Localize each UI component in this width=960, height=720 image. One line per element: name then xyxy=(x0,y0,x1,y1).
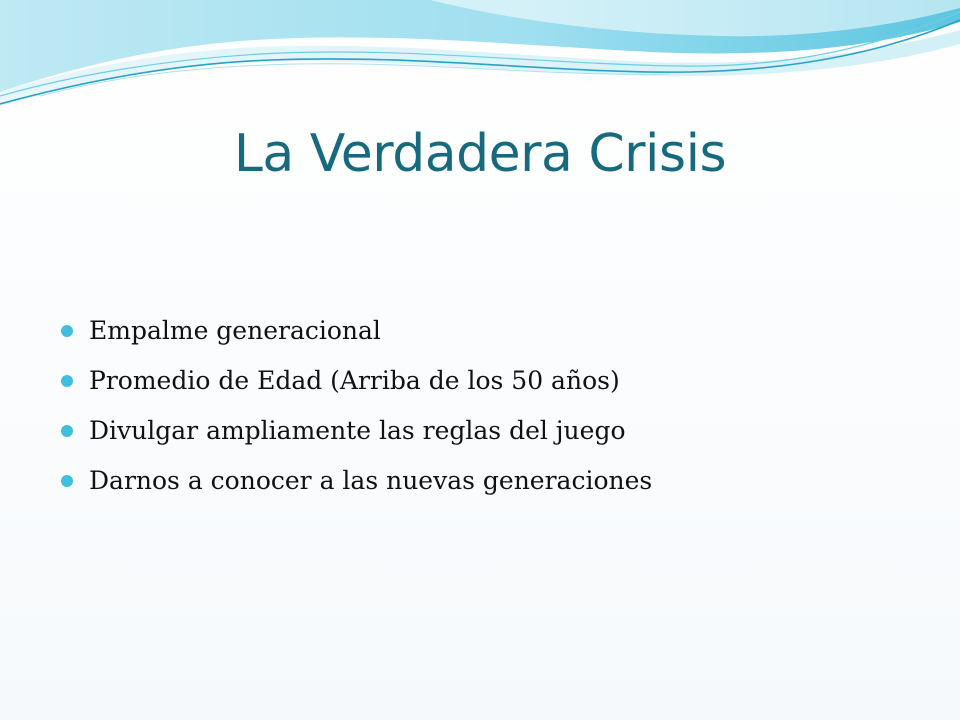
bullet-item-1 xyxy=(58,306,918,356)
bullet-text: Promedio de Edad (Arriba de los 50 años) xyxy=(89,366,620,395)
bullet-text: Divulgar ampliamente las reglas del juego xyxy=(89,416,626,445)
bullet-text: Darnos a conocer a las nuevas generaciones xyxy=(89,466,653,495)
slide-title: La Verdadera Crisis xyxy=(233,124,727,184)
bullet-item-4 xyxy=(58,456,918,506)
bullet-dot-icon xyxy=(61,375,73,387)
bullet-list xyxy=(58,306,918,506)
bullet-item-2 xyxy=(58,356,918,406)
bullet-dot-icon xyxy=(61,425,73,437)
bullet-item-3 xyxy=(58,406,918,456)
bullet-dot-icon xyxy=(61,325,73,337)
header-wave-decoration xyxy=(0,0,960,130)
bullet-dot-icon xyxy=(61,475,73,487)
bullet-text: Empalme generacional xyxy=(89,316,381,345)
